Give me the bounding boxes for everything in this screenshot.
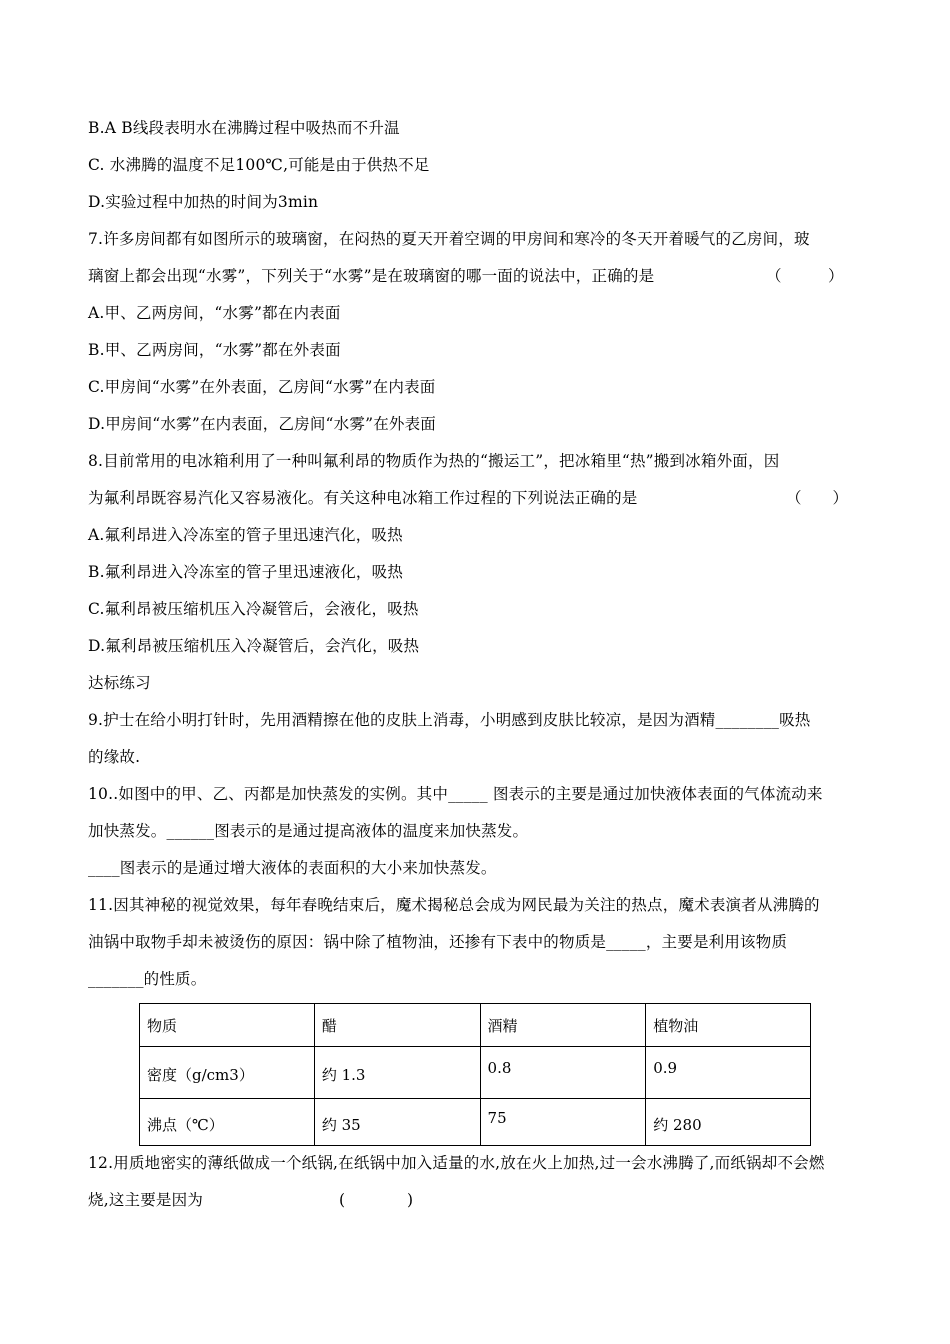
section-heading: 达标练习 [88,674,151,692]
table-cell: 密度（g/cm3） [140,1047,315,1099]
table-header-cell: 物质 [140,1004,315,1047]
q9-line-1: 9.护士在给小明打针时，先用酒精擦在他的皮肤上消毒，小明感到皮肤比较凉，是因为酒精________吸热 [88,711,811,729]
q8-option-c: C.氟利昂被压缩机压入冷凝管后，会液化，吸热 [88,600,419,618]
q7-stem-line-1: 7.许多房间都有如图所示的玻璃窗，在闷热的夏天开着空调的甲房间和寒冷的冬天开着暖气的乙房间，玻 [88,230,810,248]
table-header-row [140,1004,811,1047]
q6-option-b: B.A B线段表明水在沸腾过程中吸热而不升温 [88,119,400,137]
q12-line-2: 烧,这主要是因为 [88,1191,204,1209]
q6-option-c: C. 水沸腾的温度不足100℃,可能是由于供热不足 [88,156,430,174]
q11-line-1: 11.因其神秘的视觉效果，每年春晚结束后，魔术揭秘总会成为网民最为关注的热点，魔术表演者从沸腾的 [88,896,820,914]
q10-line-1: 10..如图中的甲、乙、丙都是加快蒸发的实例。其中_____ 图表示的主要是通过加快液体表面的气体流动来 [88,785,823,803]
table-cell: 约 1.3 [314,1047,480,1099]
q12-answer-paren: ( ) [339,1191,414,1209]
q8-option-b: B.氟利昂进入冷冻室的管子里迅速液化，吸热 [88,563,404,581]
q7-option-a: A.甲、乙两房间，“水雾”都在内表面 [88,304,341,322]
table-row-density [140,1047,811,1099]
q8-answer-paren: （ ） [786,489,849,507]
q11-line-3: _______的性质。 [88,970,207,988]
table-header-cell: 醋 [314,1004,480,1047]
table-cell: 0.9 [646,1047,811,1099]
table-header-cell: 植物油 [646,1004,811,1047]
q7-option-c: C.甲房间“水雾”在外表面，乙房间“水雾”在内表面 [88,378,436,396]
q10-line-2: 加快蒸发。______图表示的是通过提高液体的温度来加快蒸发。 [88,822,529,840]
q7-answer-paren: （ ） [766,267,844,285]
q7-option-d: D.甲房间“水雾”在内表面，乙房间“水雾”在外表面 [88,415,436,433]
q8-option-d: D.氟利昂被压缩机压入冷凝管后，会汽化，吸热 [88,637,420,655]
table-cell: 沸点（℃） [140,1099,315,1146]
table-cell: 0.8 [480,1047,646,1099]
q7-stem-line-2: 璃窗上都会出现“水雾”，下列关于“水雾”是在玻璃窗的哪一面的说法中，正确的是 [88,267,655,285]
substance-table [139,1003,811,1146]
q9-line-2: 的缘故. [88,748,141,766]
table-row-boiling-point [140,1099,811,1146]
table-header-cell: 酒精 [480,1004,646,1047]
q7-option-b: B.甲、乙两房间，“水雾”都在外表面 [88,341,341,359]
q8-option-a: A.氟利昂进入冷冻室的管子里迅速汽化，吸热 [88,526,403,544]
table-cell: 75 [480,1099,646,1146]
q8-stem-line-1: 8.目前常用的电冰箱利用了一种叫氟利昂的物质作为热的“搬运工”，把冰箱里“热”搬到冰箱外面，因 [88,452,780,470]
q6-option-d: D.实验过程中加热的时间为3min [88,193,319,211]
q8-stem-line-2: 为氟利昂既容易汽化又容易液化。有关这种电冰箱工作过程的下列说法正确的是 [88,489,638,507]
table-cell: 约 35 [314,1099,480,1146]
table-cell: 约 280 [646,1099,811,1146]
q10-line-3: ____图表示的是通过增大液体的表面积的大小来加快蒸发。 [88,859,497,877]
q12-line-1: 12.用质地密实的薄纸做成一个纸锅,在纸锅中加入适量的水,放在火上加热,过一会水沸腾了,而纸锅却不会燃 [88,1154,825,1172]
q11-line-2: 油锅中取物手却未被烫伤的原因：锅中除了植物油，还掺有下表中的物质是_____，主要是利用该物质 [88,933,788,951]
